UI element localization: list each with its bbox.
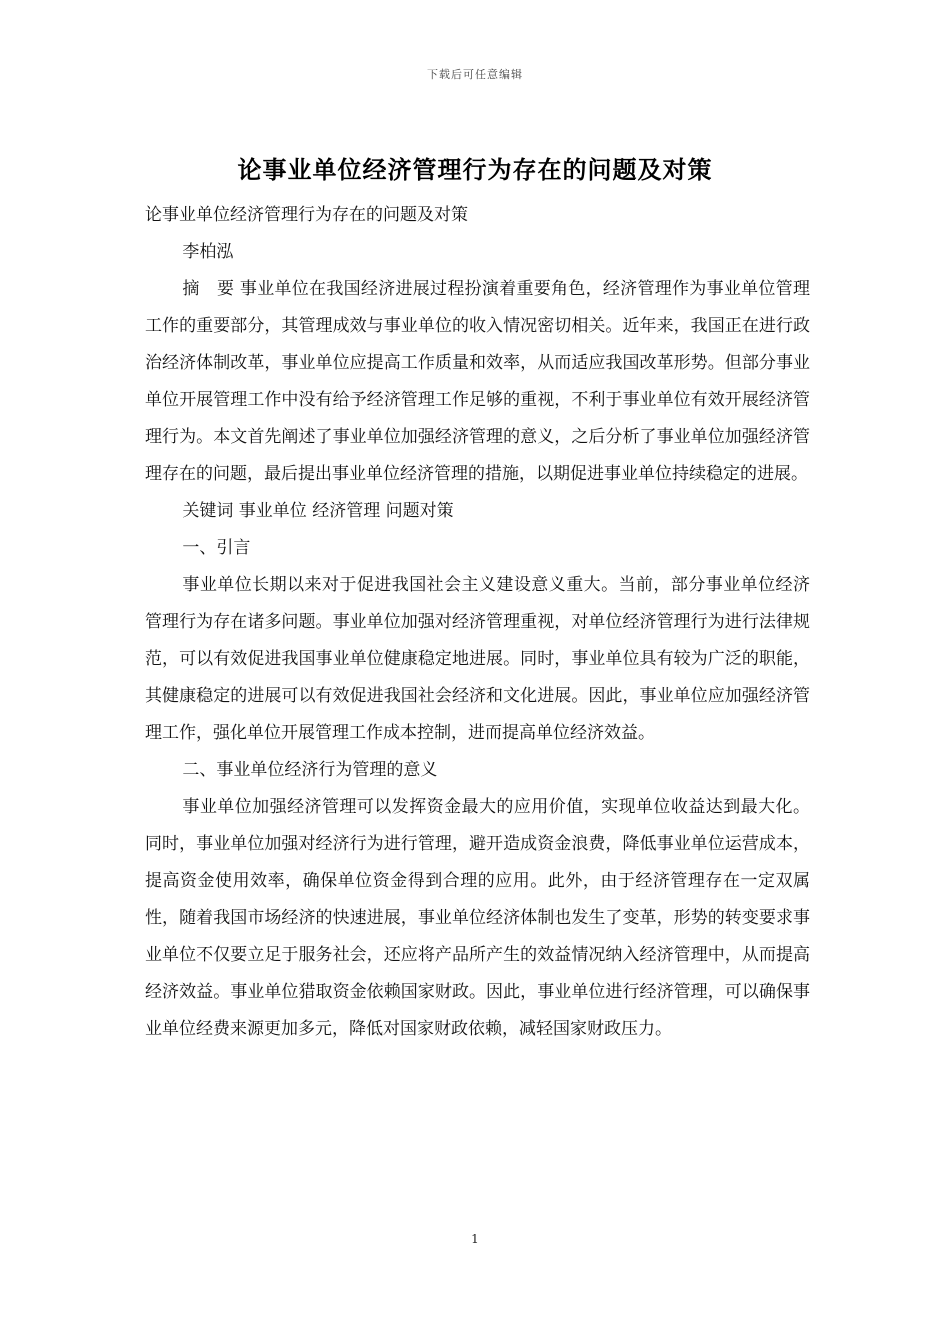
section-1-heading: 一、引言 <box>182 538 251 558</box>
document-title: 论事业单位经济管理行为存在的问题及对策 <box>237 155 713 184</box>
abstract-paragraph: 摘 要 事业单位在我国经济进展过程扮演着重要角色，经济管理作为事业单位管理工作的重要部分，其管理成效与事业单位的收入情况密切相关。近年来，我国正在进行政治经济体制改革，事业单位应提高工作质量和效率，从而适应我国改革形势。但部分事业单位开展管理工作中没有给予经济管理工作足够的重视，不利于事业单位有效开展经济管理行为。本文首先阐述了事业单位加强经济管理的意义，之后分析了事业单位加强经济管理存在的问题，最后提出事业单位经济管理的措施，以期促进事业单位持续稳定的进展。 <box>145 279 810 484</box>
page-number: 1 <box>471 1232 479 1246</box>
section-1-paragraph: 事业单位长期以来对于促进我国社会主义建设意义重大。当前，部分事业单位经济管理行为存在诸多问题。事业单位加强对经济管理重视，对单位经济管理行为进行法律规范，可以有效促进我国事业单位健康稳定地进展。同时，事业单位具有较为广泛的职能，其健康稳定的进展可以有效促进我国社会经济和文化进展。因此，事业单位应加强经济管理工作，强化单位开展管理工作成本控制，进而提高单位经济效益。 <box>145 575 810 743</box>
document-body <box>145 197 810 1048</box>
section-2-heading: 二、事业单位经济行为管理的意义 <box>182 760 438 780</box>
header-note: 下载后可任意编辑 <box>427 68 523 81</box>
author-name: 李柏泓 <box>182 242 234 262</box>
document-subtitle: 论事业单位经济管理行为存在的问题及对策 <box>145 205 468 225</box>
keywords-line: 关键词 事业单位 经济管理 问题对策 <box>182 501 454 521</box>
section-2-paragraph: 事业单位加强经济管理可以发挥资金最大的应用价值，实现单位收益达到最大化。同时，事业单位加强对经济行为进行管理，避开造成资金浪费，降低事业单位运营成本，提高资金使用效率，确保单位资金得到合理的应用。此外，由于经济管理存在一定双属性，随着我国市场经济的快速进展，事业单位经济体制也发生了变革，形势的转变要求事业单位不仅要立足于服务社会，还应将产品所产生的效益情况纳入经济管理中，从而提高经济效益。事业单位猎取资金依赖国家财政。因此，事业单位进行经济管理，可以确保事业单位经费来源更加多元，降低对国家财政依赖，减轻国家财政压力。 <box>145 797 810 1039</box>
